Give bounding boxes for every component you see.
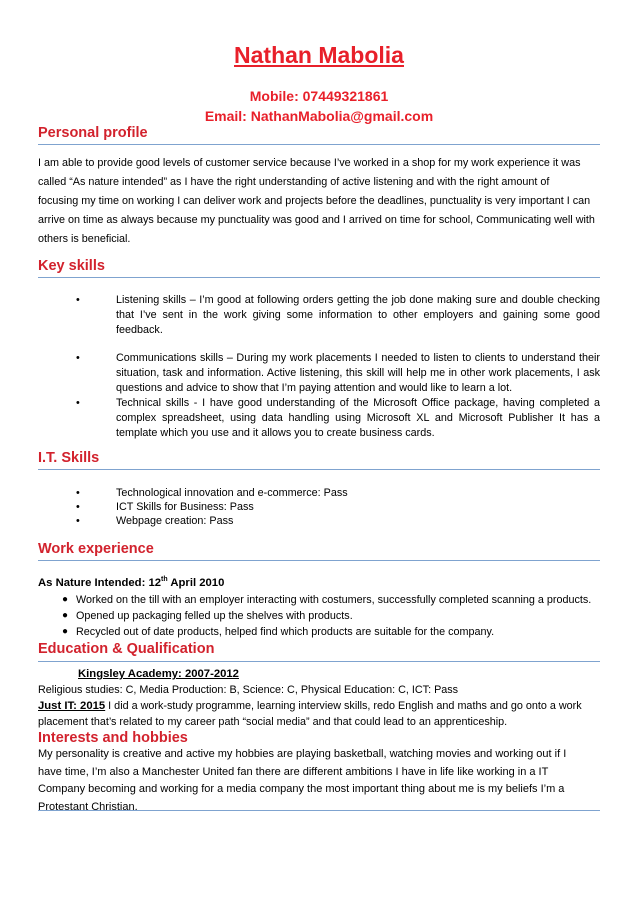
justit-label: Just IT: 2015	[38, 700, 106, 712]
employer-title: As Nature Intended: 12th April 2010	[38, 576, 225, 589]
it-skill-text: Technological innovation and e-commerce: Pass	[116, 487, 348, 499]
justit-line: Just IT: 2015 I did a work-study programme, learning interview skills, redo English and maths and go onto a work	[38, 700, 582, 712]
work-item: Opened up packaging felled up the shelves with products.	[76, 610, 353, 622]
work-experience-heading: Work experience	[38, 541, 154, 557]
section-divider	[38, 661, 600, 662]
key-skill-text: Technical skills - I have good understanding of the Microsoft Office package, having completed a complex spreadsheet, using data handling using Microsoft XL and Microsoft Publisher It has a template which you use and it allows you to create business cards.	[116, 397, 600, 439]
key-skill-text: Communications skills – During my work placements I needed to listen to clients to understand their situation, task and information. Active listening, this skill will help me in other work placements, I ask questions and advice to show that I’m paying attention and would like to learn a lot.	[116, 352, 600, 394]
section-divider	[38, 277, 600, 278]
bullet-icon: •	[76, 501, 80, 513]
profile-line: arrive on time as always because my punctuality was good and I arrived on time for school, Communicating well with	[38, 214, 595, 226]
it-skills-heading: I.T. Skills	[38, 450, 100, 466]
interests-line: My personality is creative and active my hobbies are playing basketball, watching movies and working out if I	[38, 748, 567, 760]
education-heading: Education & Qualification	[38, 641, 215, 657]
bullet-icon: •	[76, 487, 80, 499]
interests-line: Protestant Christian.	[38, 800, 138, 813]
interests-line: Company becoming and working for a media company the most important thing about me is my beliefs I’m a	[38, 783, 565, 795]
bullet-icon: ●	[62, 610, 69, 621]
interests-heading: Interests and hobbies	[38, 730, 188, 746]
justit-line: placement that’s related to my career path “social media” and that could lead to an apprenticeship.	[38, 716, 508, 728]
profile-line: others is beneficial.	[38, 233, 131, 245]
bullet-icon: •	[76, 352, 80, 364]
profile-line: focusing my time on working I can deliver work and projects before the deadlines, punctuality is very important I can	[38, 195, 591, 207]
work-item: Recycled out of date products, helped find which products are suitable for the company.	[76, 626, 495, 638]
section-divider	[38, 560, 600, 561]
candidate-name: Nathan Mabolia	[234, 42, 404, 68]
section-divider	[38, 144, 600, 145]
mobile-number: Mobile: 07449321861	[249, 88, 389, 104]
personal-profile-text	[38, 154, 600, 249]
interests-line: have time, I’m also a Manchester United fan there are different ambitions I have in life like working in a IT	[38, 765, 549, 778]
bullet-icon: ●	[62, 594, 69, 605]
it-skill-text: Webpage creation: Pass	[116, 515, 234, 527]
profile-line: called “As nature intended” as I have the right understanding of active listening and with the right amount of	[38, 176, 550, 188]
personal-profile-heading: Personal profile	[38, 125, 148, 141]
work-item: Worked on the till with an employer interacting with costumers, successfully completed scanning a products.	[76, 594, 592, 606]
school-title: Kingsley Academy: 2007-2012	[78, 668, 239, 680]
profile-line: I am able to provide good levels of customer service because I’ve worked in a shop for my work experience it was	[38, 157, 581, 169]
email-address: Email: NathanMabolia@gmail.com	[204, 108, 434, 124]
key-skills-heading: Key skills	[38, 258, 105, 274]
bullet-icon: •	[76, 397, 80, 409]
bullet-icon: •	[76, 515, 80, 527]
school-results: Religious studies: C, Media Production: B, Science: C, Physical Education: C, ICT: Pass	[38, 684, 459, 696]
it-skill-text: ICT Skills for Business: Pass	[116, 501, 254, 513]
bullet-icon: ●	[62, 626, 69, 637]
bullet-icon: •	[76, 294, 80, 306]
section-divider	[38, 469, 600, 470]
section-divider	[38, 810, 600, 811]
interests-text	[38, 746, 603, 816]
key-skill-text: Listening skills – I’m good at following orders getting the job done making sure and double checking that I’ve sent in the work giving some information to other employers and gaining some good feedback.	[116, 294, 600, 336]
